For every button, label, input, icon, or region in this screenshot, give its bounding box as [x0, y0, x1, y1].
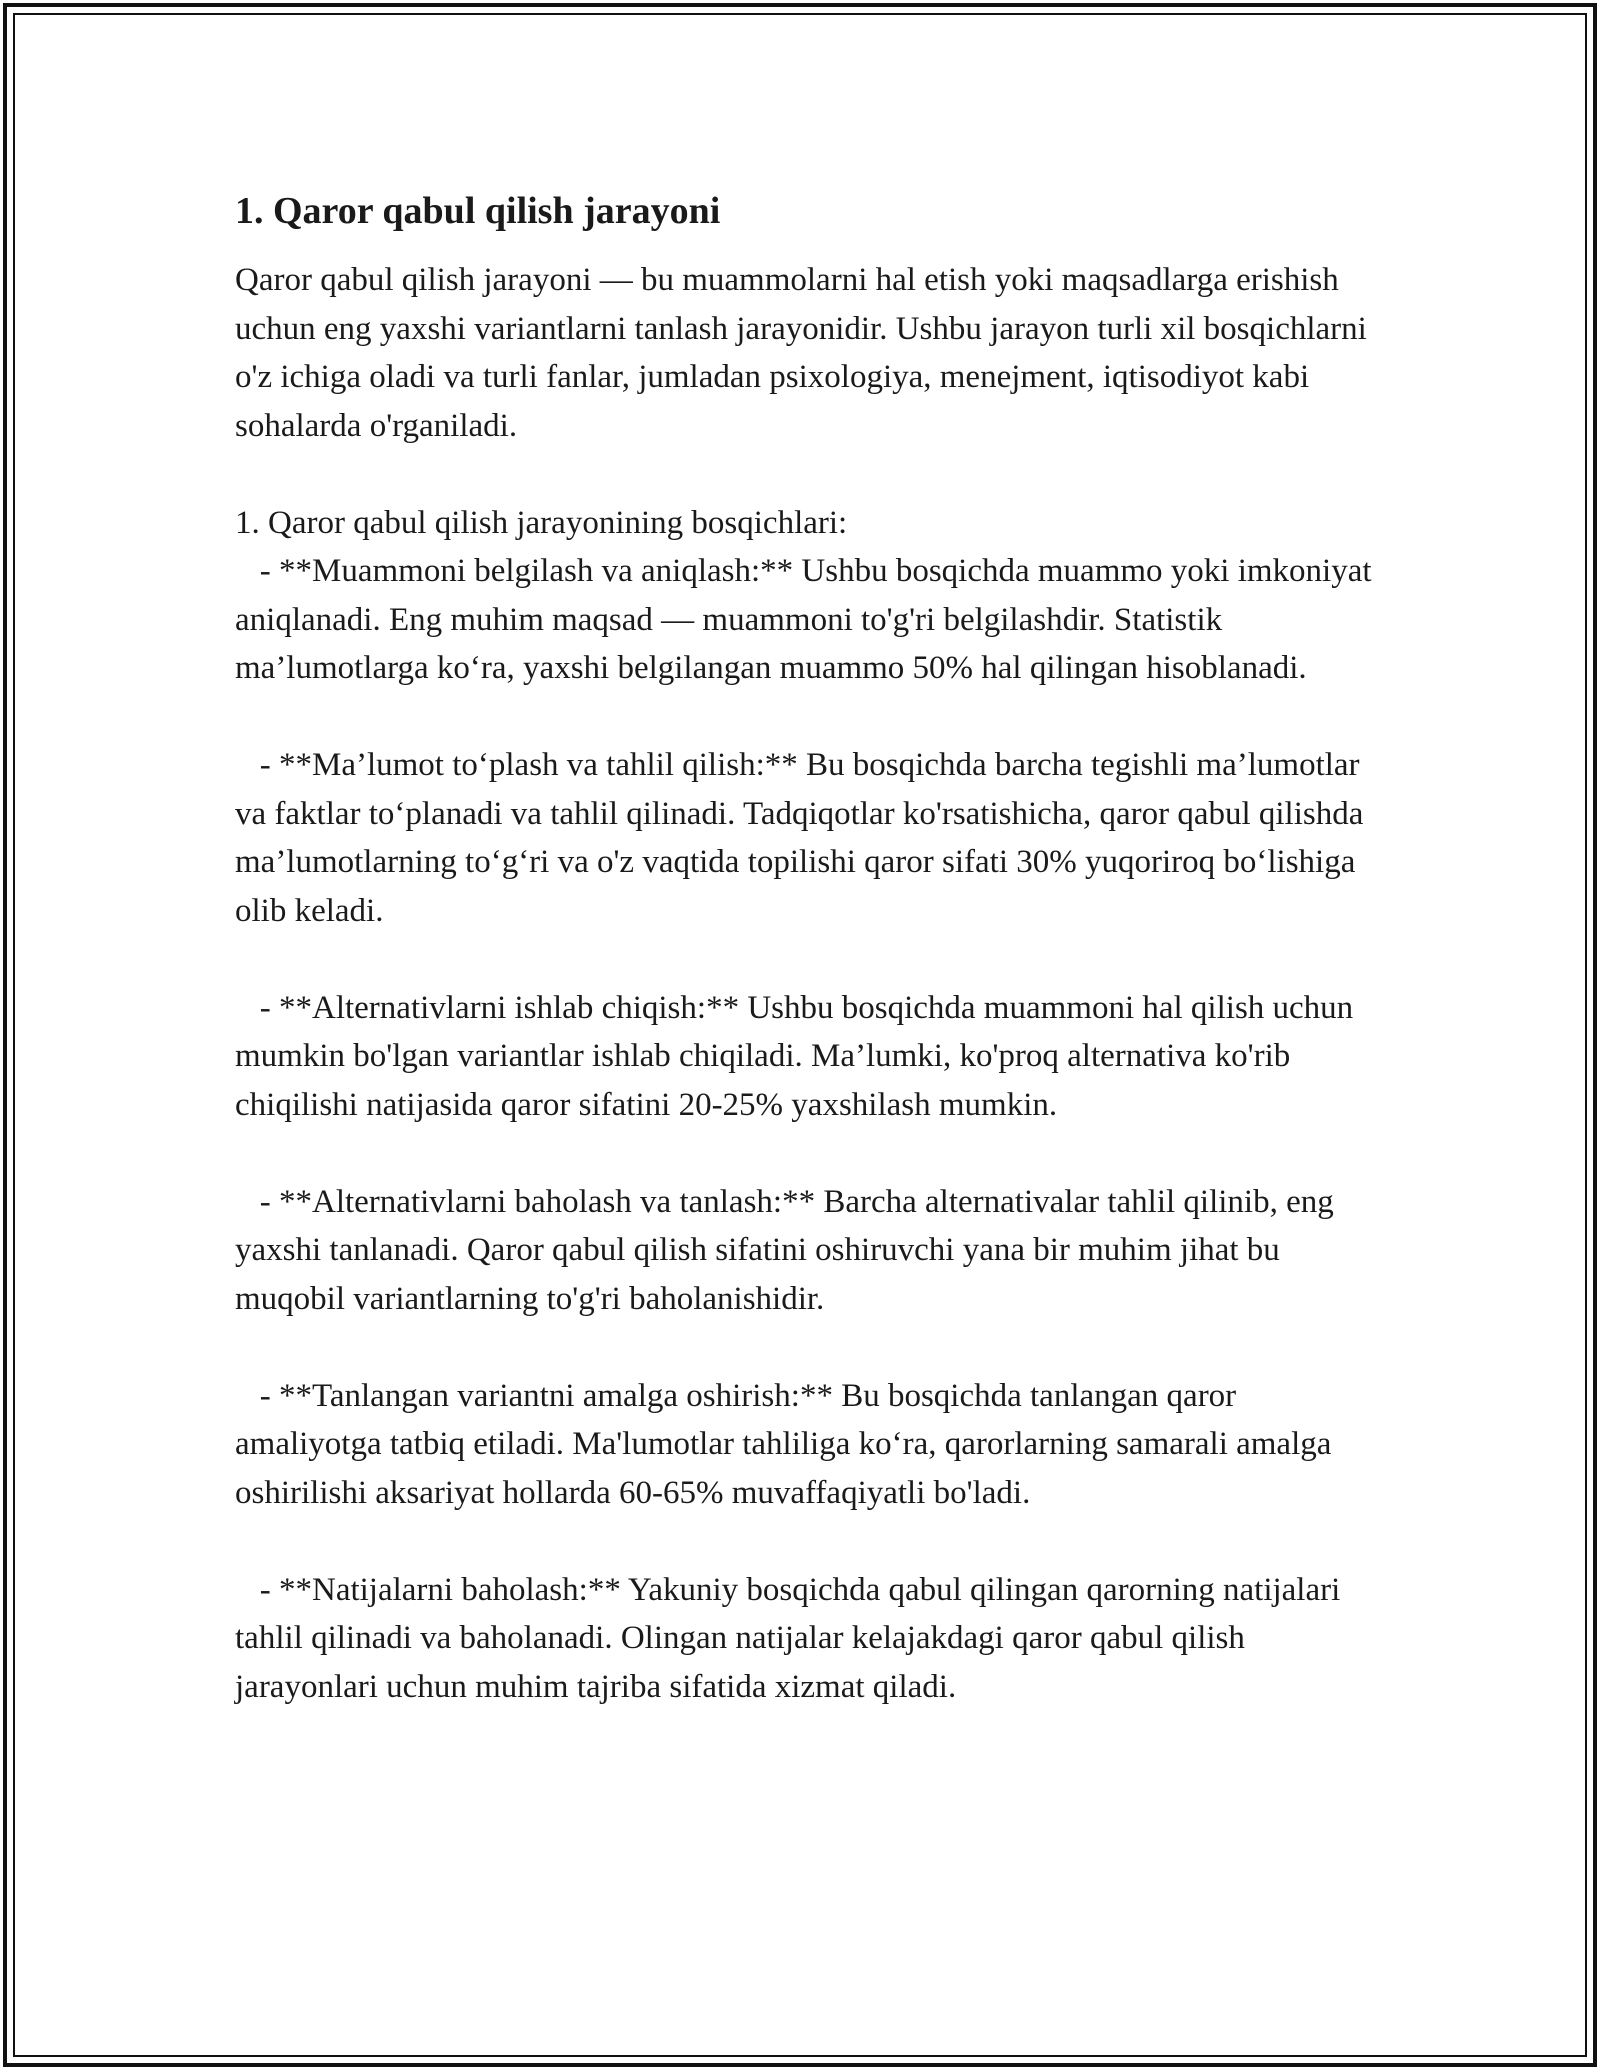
step-problem-definition: - **Muammoni belgilash va aniqlash:** Ushbu bosqichda muammo yoki imkoniyat aniqlanadi. Eng muhim maqsad — muammoni to'g'ri belgilashdir. Statistik ma’lumotlarga ko‘ra, yaxshi belgilangan muammo 50% hal qilingan hisoblanadi.	[235, 553, 1380, 686]
paragraph-spacer	[235, 1517, 1385, 1566]
paragraph-spacer	[235, 1323, 1385, 1372]
document-title: 1. Qaror qabul qilish jarayoni	[235, 190, 721, 232]
paragraph-spacer	[235, 450, 1385, 499]
step-alternatives-evaluation: - **Alternativlarni baholash va tanlash:** Barcha alternativalar tahlil qilinib, eng yaxshi tanlanadi. Qaror qabul qilish sifatini oshiruvchi yana bir muhim jihat bu muqobil variantlarning to'g'ri baholanishidir.	[235, 1183, 1342, 1317]
paragraph-spacer	[235, 693, 1385, 742]
step-results-evaluation: - **Natijalarni baholash:** Yakuniy bosqichda qabul qilingan qarorning natijalari tahlil qilinadi va baholanadi. Olingan natijalar kelajakdagi qaror qabul qilish jarayonlari uchun muhim tajriba sifatida xizmat qiladi.	[235, 1571, 1349, 1705]
step-information-gathering: - **Ma’lumot to‘plash va tahlil qilish:** Bu bosqichda barcha tegishli ma’lumotlar va faktlar to‘planadi va tahlil qilinadi. Tadqiqotlar ko'rsatishicha, qaror qabul qilishda ma’lumotlarning to‘g‘ri va o'z vaqtida topilishi qaror sifati 30% yuqoriroq bo‘lishiga olib keladi.	[235, 747, 1372, 929]
step-implementation: - **Tanlangan variantni amalga oshirish:** Bu bosqichda tanlangan qaror amaliyotga tatbiq etiladi. Ma'lumotlar tahliliga ko‘ra, qarorlarning samarali amalga oshirilishi aksariyat hollarda 60-65% muvaffaqiyatli bo'ladi.	[235, 1377, 1340, 1511]
intro-paragraph: Qaror qabul qilish jarayoni — bu muammolarni hal etish yoki maqsadlarga erishish uchun eng yaxshi variantlarni tanlash jarayonidir. Ushbu jarayon turli xil bosqichlarni o'z ichiga oladi va turli fanlar, jumladan psixologiya, menejment, iqtisodiyot kabi sohalarda o'rganiladi.	[235, 262, 1376, 444]
paragraph-spacer	[235, 1129, 1385, 1178]
steps-list-heading: 1. Qaror qabul qilish jarayonining bosqichlari:	[235, 504, 848, 541]
step-alternatives-development: - **Alternativlarni ishlab chiqish:** Ushbu bosqichda muammoni hal qilish uchun mumkin bo'lgan variantlar ishlab chiqiladi. Ma’lumki, ko'proq alternativa ko'rib chiqilishi natijasida qaror sifatini 20-25% yaxshilash mumkin.	[235, 989, 1362, 1123]
document-body	[235, 186, 1385, 1711]
paragraph-spacer	[235, 935, 1385, 984]
